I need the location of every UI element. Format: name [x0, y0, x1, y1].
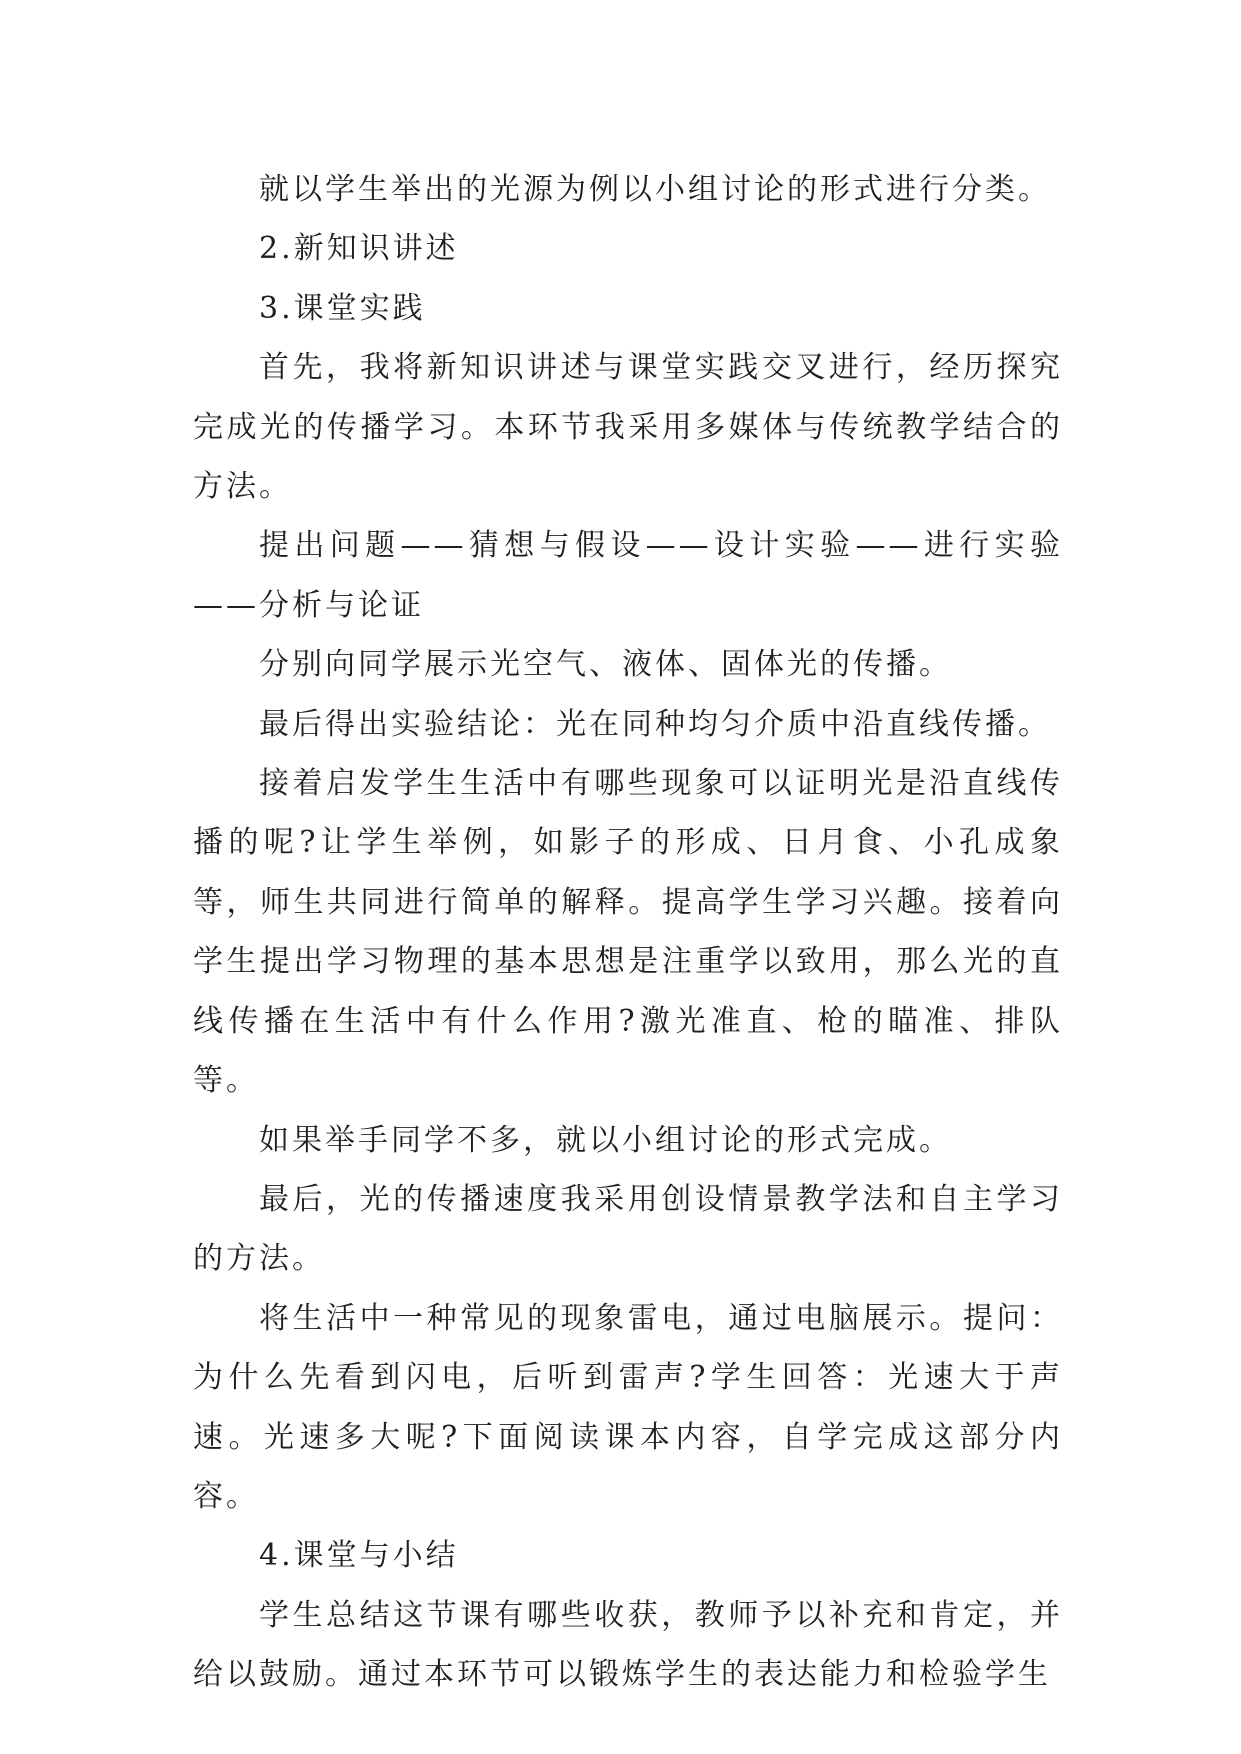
paragraph: 首先，我将新知识讲述与课堂实践交叉进行，经历探究完成光的传播学习。本环节我采用多媒体与传统教学结合的方法。	[193, 350, 1063, 505]
paragraph: 最后得出实验结论：光在同种均匀介质中沿直线传播。	[259, 706, 1051, 742]
paragraph: 如果举手同学不多，就以小组讨论的形式完成。	[259, 1122, 952, 1158]
paragraph: 接着启发学生生活中有哪些现象可以证明光是沿直线传播的呢?让学生举例，如影子的形成、日月食、小孔成象等，师生共同进行简单的解释。提高学生学习兴趣。接着向学生提出学习物理的基本思想是注重学以致用，那么光的直线传播在生活中有什么作用?激光准直、枪的瞄准、排队等。	[193, 766, 1063, 1099]
paragraph: 提出问题——猜想与假设——设计实验——进行实验——分析与论证	[193, 528, 1063, 623]
section-heading: 2.新知识讲述	[259, 231, 459, 267]
paragraph: 最后，光的传播速度我采用创设情景教学法和自主学习的方法。	[193, 1181, 1063, 1277]
paragraph: 学生总结这节课有哪些收获，教师予以补充和肯定，并给以鼓励。通过本环节可以锻炼学生的表达能力和检验学生	[193, 1597, 1063, 1693]
section-heading: 3.课堂实践	[259, 290, 426, 326]
paragraph: 就以学生举出的光源为例以小组讨论的形式进行分类。	[259, 172, 1051, 207]
paragraph: 分别向同学展示光空气、液体、固体光的传播。	[259, 647, 952, 683]
section-heading: 4.课堂与小结	[259, 1538, 459, 1574]
document-body	[193, 160, 1063, 1705]
paragraph: 将生活中一种常见的现象雷电，通过电脑展示。提问：为什么先看到闪电，后听到雷声?学生回答：光速大于声速。光速多大呢?下面阅读课本内容，自学完成这部分内容。	[193, 1300, 1063, 1514]
